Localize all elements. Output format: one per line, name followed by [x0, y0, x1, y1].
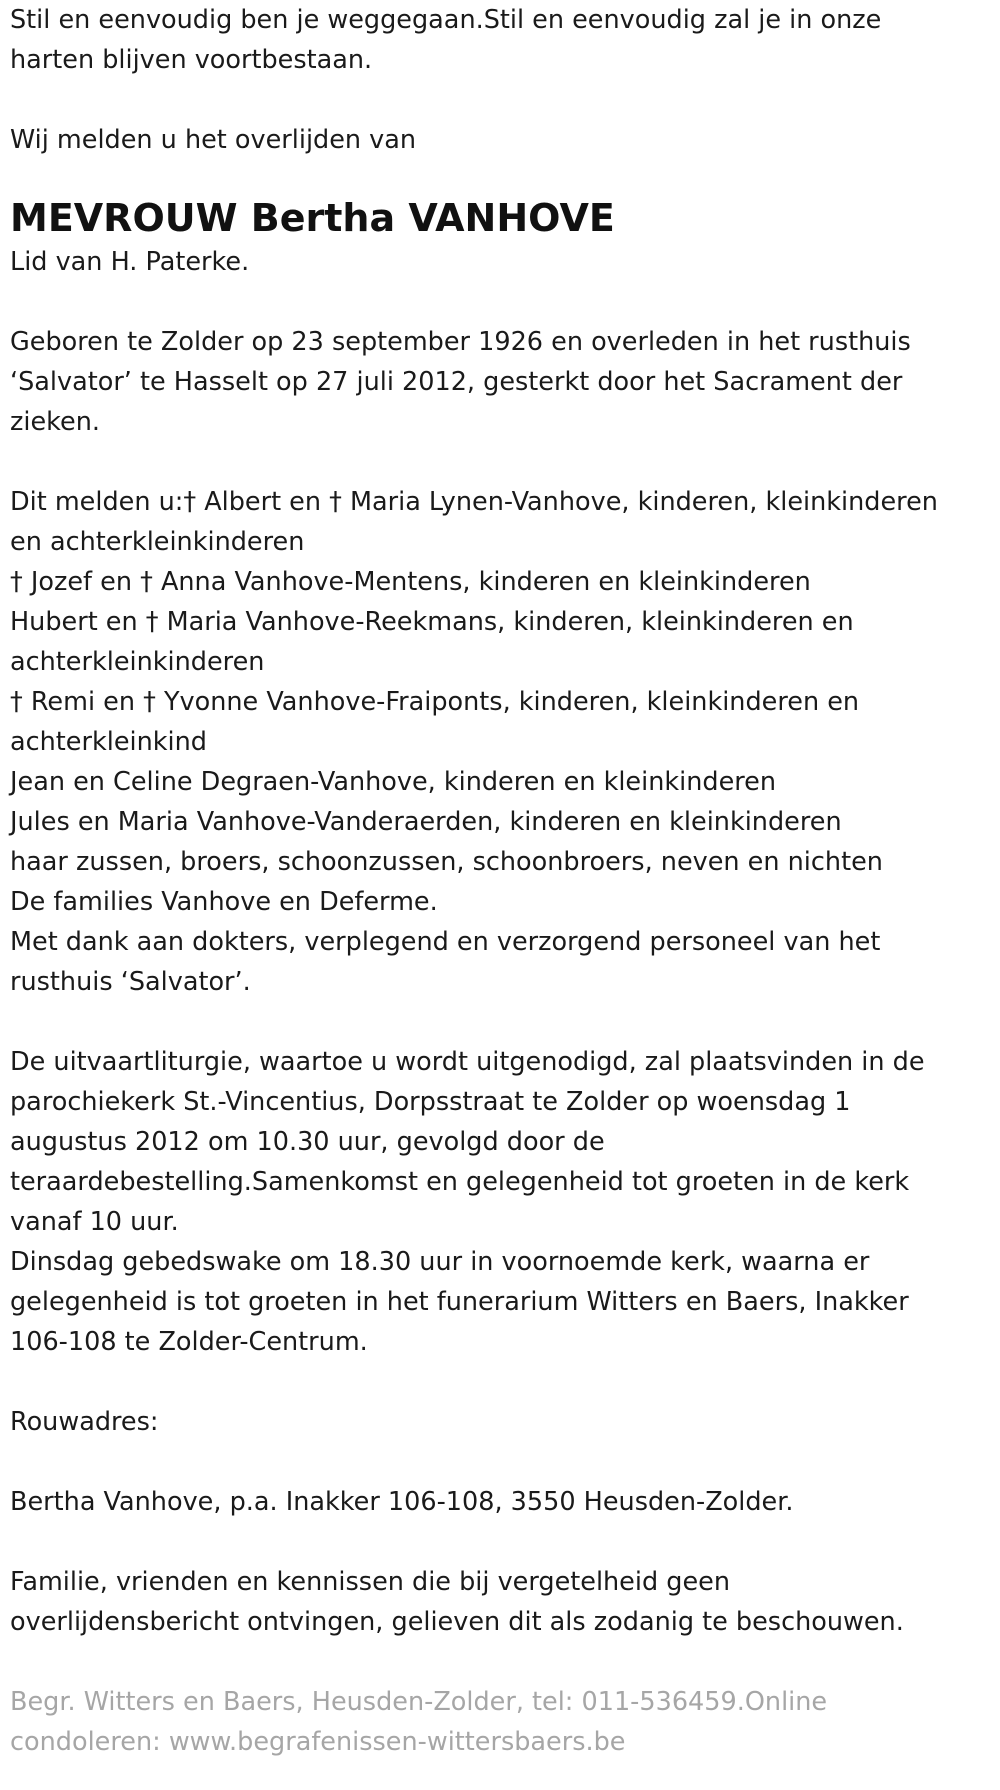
intro-verse — [10, 0, 995, 80]
notice-block — [10, 1562, 995, 1642]
intro-line: harten blijven voortbestaan. — [10, 45, 373, 75]
announcement — [10, 120, 995, 160]
liturgy-line: augustus 2012 om 10.30 uur, gevolgd door de — [10, 1127, 605, 1157]
family-line: en achterkleinkinderen — [10, 527, 305, 557]
footer-line: condoleren: www.begrafenissen-wittersbaers.be — [10, 1727, 626, 1757]
family-line: rusthuis ‘Salvator’. — [10, 967, 251, 997]
family-line: haar zussen, broers, schoonzussen, schoonbroers, neven en nichten — [10, 847, 883, 877]
mourning-address — [10, 1482, 995, 1522]
mourning-address-label — [10, 1402, 995, 1442]
liturgy-line: gelegenheid is tot groeten in het funerarium Witters en Baers, Inakker — [10, 1287, 909, 1317]
liturgy-line: parochiekerk St.-Vincentius, Dorpsstraat te Zolder op woensdag 1 — [10, 1087, 851, 1117]
liturgy-line: vanaf 10 uur. — [10, 1207, 179, 1237]
family-list — [10, 482, 995, 1002]
spacer — [10, 160, 995, 192]
footer-line: Begr. Witters en Baers, Heusden-Zolder, tel: 011-536459.Online — [10, 1687, 828, 1717]
birth-death-line: Geboren te Zolder op 23 september 1926 en overleden in het rusthuis — [10, 327, 911, 357]
funeral-liturgy-details — [10, 1042, 995, 1362]
family-line: achterkleinkinderen — [10, 647, 265, 677]
address-label: Rouwadres: — [10, 1407, 159, 1437]
notice-line: overlijdensbericht ontvingen, gelieven dit als zodanig te beschouwen. — [10, 1607, 904, 1637]
family-line: Met dank aan dokters, verplegend en verzorgend personeel van het — [10, 927, 881, 957]
birth-death-details — [10, 322, 995, 442]
liturgy-line: 106-108 te Zolder-Centrum. — [10, 1327, 368, 1357]
intro-line: Stil en eenvoudig ben je weggegaan.Stil en eenvoudig zal je in onze — [10, 5, 882, 35]
family-line: Jean en Celine Degraen-Vanhove, kinderen en kleinkinderen — [10, 767, 777, 797]
membership-block — [10, 242, 995, 282]
family-line: Hubert en † Maria Vanhove-Reekmans, kinderen, kleinkinderen en — [10, 607, 854, 637]
announcement-text: Wij melden u het overlijden van — [10, 125, 417, 155]
address-value: Bertha Vanhove, p.a. Inakker 106-108, 3550 Heusden-Zolder. — [10, 1487, 794, 1517]
obituary-page — [10, 0, 995, 1762]
deceased-name: MEVROUW Bertha VANHOVE — [10, 196, 615, 240]
family-line: † Jozef en † Anna Vanhove-Mentens, kinderen en kleinkinderen — [10, 567, 811, 597]
liturgy-line: Dinsdag gebedswake om 18.30 uur in voornoemde kerk, waarna er — [10, 1247, 870, 1277]
notice-line: Familie, vrienden en kennissen die bij vergetelheid geen — [10, 1567, 730, 1597]
liturgy-line: De uitvaartliturgie, waartoe u wordt uitgenodigd, zal plaatsvinden in de — [10, 1047, 925, 1077]
liturgy-line: teraardebestelling.Samenkomst en gelegenheid tot groeten in de kerk — [10, 1167, 910, 1197]
family-line: achterkleinkind — [10, 727, 207, 757]
family-line: De families Vanhove en Deferme. — [10, 887, 438, 917]
family-line: † Remi en † Yvonne Vanhove-Fraiponts, kinderen, kleinkinderen en — [10, 687, 860, 717]
birth-death-line: zieken. — [10, 407, 100, 437]
family-line: Dit melden u:† Albert en † Maria Lynen-Vanhove, kinderen, kleinkinderen — [10, 487, 938, 517]
family-line: Jules en Maria Vanhove-Vanderaerden, kinderen en kleinkinderen — [10, 807, 842, 837]
undertaker-footer — [10, 1682, 995, 1762]
membership-text: Lid van H. Paterke. — [10, 247, 250, 277]
birth-death-line: ‘Salvator’ te Hasselt op 27 juli 2012, gesterkt door het Sacrament der — [10, 367, 903, 397]
